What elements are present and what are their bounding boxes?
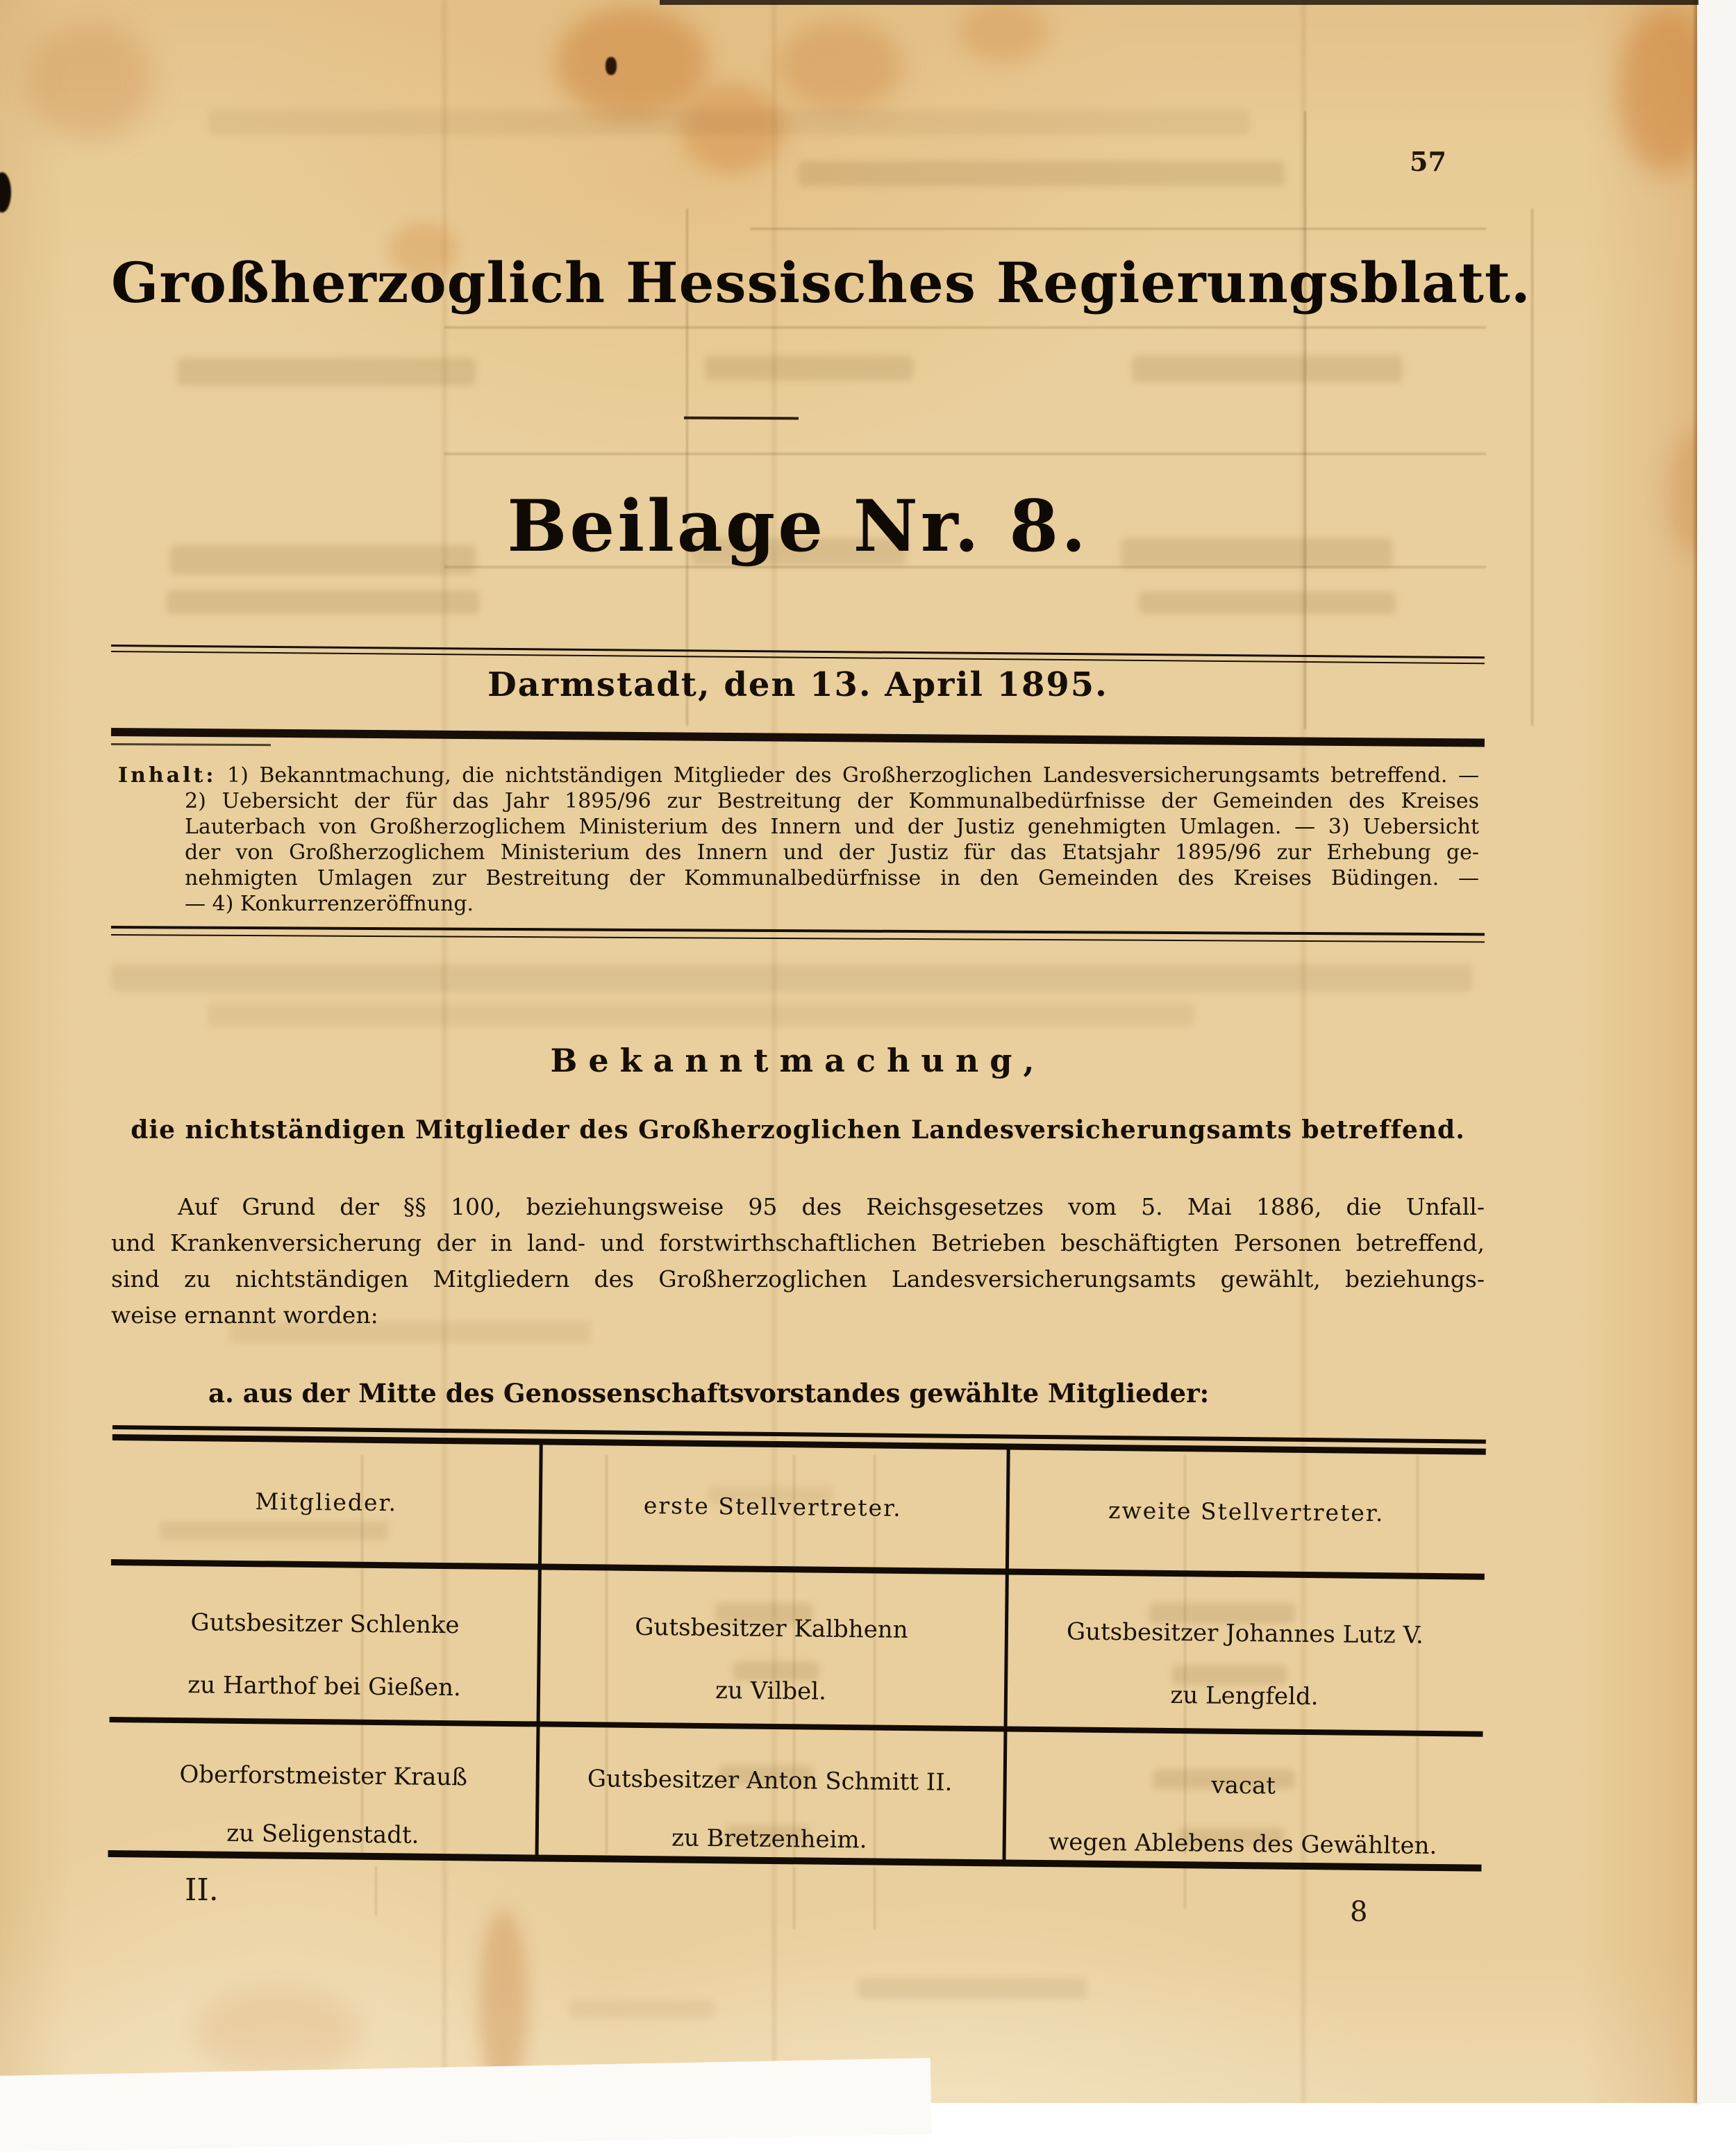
- edge-ink-blot: [0, 172, 11, 213]
- section-label: a. aus der Mitte des Genossenschaftsvorstandes gewählte Mitglieder:: [208, 1378, 1210, 1408]
- member-place-line: zu Lengfeld.: [1170, 1681, 1319, 1711]
- toc-line: — 4) Konkurrenzeröffnung.: [185, 892, 474, 916]
- body-line: Auf Grund der §§ 100, beziehungsweise 95 des Reichsgesetzes vom 5. Mai 1886, die Unfall-: [178, 1193, 1485, 1220]
- bleed-through-smudge: [177, 358, 476, 385]
- bleed-through-smudge: [167, 590, 479, 614]
- toc-line: nehmigten Umlagen zur Bestreitung der Kommunalbedürfnisse in den Gemeinden des Kreises Büdingen. —: [185, 866, 1479, 890]
- toc-line: Lauterbach von Großherzoglichem Ministerium des Innern und der Justiz genehmigten Umlagen. — 3) Uebersicht: [185, 815, 1479, 839]
- member-place-line: zu Harthof bei Gießen.: [187, 1671, 462, 1702]
- dateline-bottom-rule-echo: [111, 743, 271, 746]
- body-line: sind zu nichtständigen Mitgliedern des Großherzoglichen Landesversicherungsamts gewählt, beziehungs-: [111, 1265, 1485, 1292]
- column-header-mitglieder: Mitglieder.: [255, 1488, 398, 1517]
- bleed-through-line: [750, 228, 1486, 230]
- bleed-through-smudge: [799, 161, 1285, 186]
- table-header-separator-rule: [111, 1559, 1485, 1580]
- stain: [958, 0, 1049, 63]
- stain: [556, 7, 708, 118]
- bleed-through-line: [444, 453, 1486, 455]
- dateline-top-rule-2: [111, 651, 1485, 664]
- scan-background-bottom-edge: [0, 2058, 932, 2153]
- announcement-heading: Bekanntmachung,: [550, 1042, 1046, 1079]
- masthead-divider-rule: [684, 417, 799, 420]
- toc-line: 2) Uebersicht der für das Jahr 1895/96 zur Bestreitung der Kommunalbedürfnisse der Gemeinden des Kreises: [185, 789, 1479, 813]
- member-place-line: wegen Ablebens des Gewählten.: [1048, 1828, 1437, 1861]
- member-name-line: Gutsbesitzer Anton Schmitt II.: [587, 1765, 953, 1797]
- member-name-line: vacat: [1211, 1771, 1276, 1800]
- toc-line: [118, 763, 1479, 788]
- member-cell: [540, 1749, 999, 1870]
- table-of-contents: [118, 763, 1479, 917]
- bleed-through-smudge: [569, 2000, 715, 2018]
- bleed-through-smudge: [1132, 356, 1403, 382]
- member-place-line: zu Bretzenheim.: [671, 1824, 867, 1854]
- announcement-body: [111, 1189, 1485, 1333]
- scan-background-right-edge: [1697, 0, 1736, 2103]
- footer-sheet-number: 8: [1350, 1896, 1368, 1928]
- member-cell: [1010, 1600, 1480, 1730]
- member-name-line: Oberforstmeister Krauß: [179, 1761, 468, 1792]
- member-place-line: zu Vilbel.: [715, 1677, 827, 1706]
- ink-speck: [606, 57, 617, 75]
- bleed-through-line: [874, 1867, 876, 1929]
- bleed-through-smudge: [1139, 592, 1396, 614]
- body-line: und Krankenversicherung der in land- und forstwirthschaftlichen Betrieben beschäftigten Personen betreffend,: [111, 1229, 1485, 1256]
- masthead-title: Großherzoglich Hessisches Regierungsblatt.: [111, 250, 1531, 315]
- member-cell: [115, 1745, 531, 1865]
- toc-line: der von Großherzoglichem Ministerium des Innern und der Justiz für das Etatsjahr 1895/96 zur Erhebung ge-: [185, 840, 1479, 865]
- member-name-line: Gutsbesitzer Johannes Lutz V.: [1066, 1618, 1424, 1649]
- member-cell: [1008, 1754, 1478, 1876]
- stain: [778, 21, 903, 111]
- member-name-line: Gutsbesitzer Kalbhenn: [635, 1613, 908, 1645]
- stain: [194, 1986, 361, 2077]
- members-table: [108, 1425, 1486, 1879]
- column-header-zweite-stellvertreter: zweite Stellvertreter.: [1108, 1497, 1385, 1527]
- member-cell: [542, 1595, 1001, 1725]
- bleed-through-smudge: [208, 1003, 1194, 1026]
- dateline-bottom-rule: [111, 728, 1485, 747]
- scan-top-edge-line: [660, 0, 1699, 5]
- member-place-line: zu Seligenstadt.: [226, 1819, 419, 1849]
- bleed-through-smudge: [111, 964, 1472, 992]
- bleed-through-line: [1304, 111, 1306, 729]
- toc-bottom-rule: [111, 926, 1485, 936]
- announcement-subheading: die nichtständigen Mitglieder des Großherzoglichen Landesversicherungsamts betreffend.: [131, 1115, 1465, 1145]
- bleed-through-line: [793, 1867, 795, 1929]
- member-cell: [117, 1590, 533, 1720]
- toc-line-text: 1) Bekanntmachung, die nichtständigen Mitglieder des Großherzoglichen Landesversicherungsamts betreffend. —: [227, 763, 1479, 788]
- bleed-through-line: [444, 326, 1486, 329]
- toc-label: Inhalt:: [118, 763, 217, 788]
- stain: [28, 21, 153, 139]
- supplement-title: Beilage Nr. 8.: [507, 485, 1089, 568]
- page-number: 57: [1410, 146, 1446, 177]
- toc-bottom-rule-2: [111, 934, 1485, 942]
- bleed-through-smudge: [858, 1978, 1087, 1999]
- bleed-through-smudge: [208, 110, 1250, 135]
- member-name-line: Gutsbesitzer Schlenke: [190, 1608, 460, 1640]
- dateline: Darmstadt, den 13. April 1895.: [487, 665, 1108, 704]
- bleed-through-smudge: [705, 356, 913, 381]
- bleed-through-line: [1531, 208, 1533, 726]
- bleed-through-line: [375, 1867, 377, 1915]
- column-header-erste-stellvertreter: erste Stellvertreter.: [643, 1492, 903, 1522]
- body-line: weise ernannt worden:: [111, 1302, 378, 1329]
- footer-volume-mark: II.: [185, 1872, 219, 1908]
